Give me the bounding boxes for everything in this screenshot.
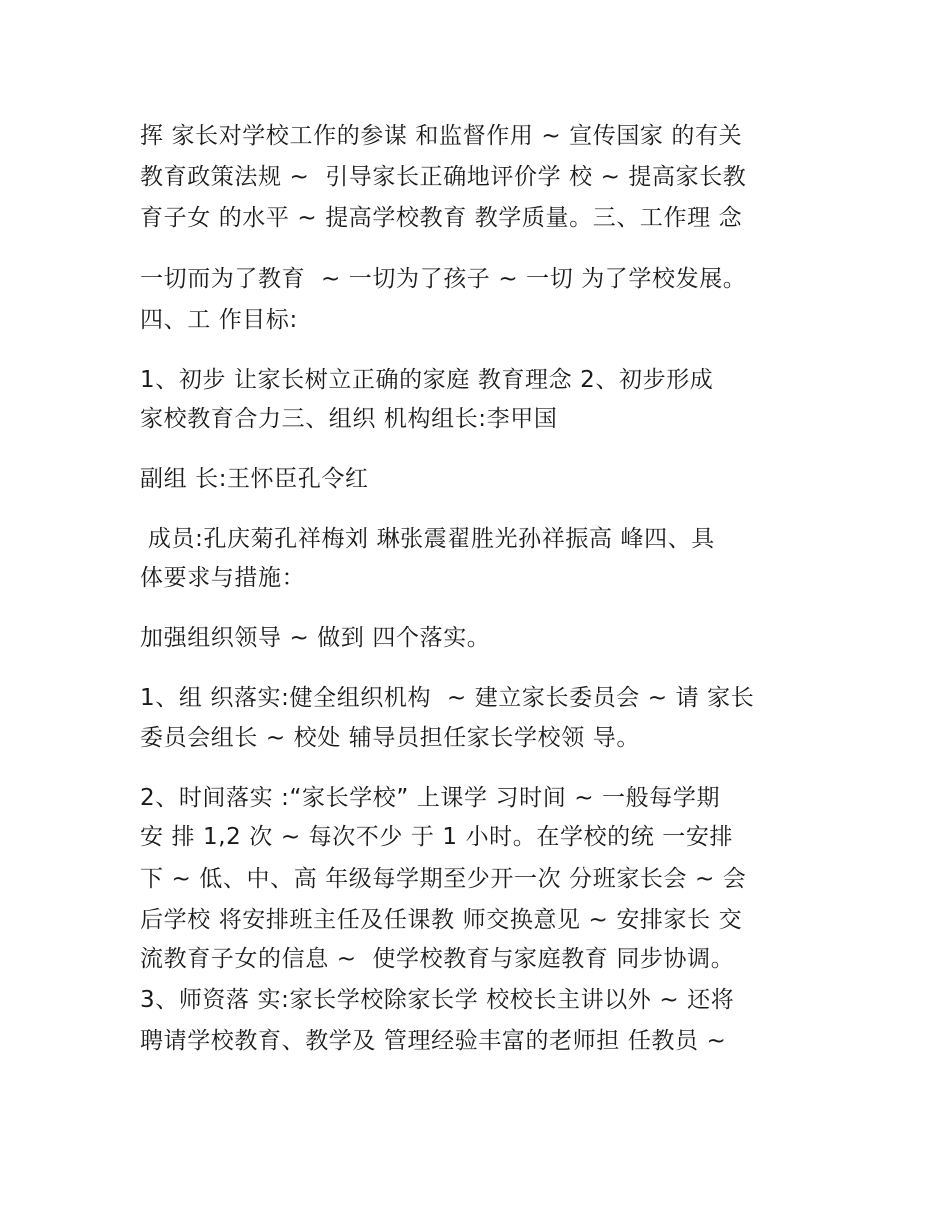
text-line: 成员:孔庆菊孔祥梅刘 琳张震翟胜光孙祥振高 峰四、具	[140, 526, 715, 552]
text-line: 教育政策法规 ~ 引导家长正确地评价学 校 ~ 提高家长教	[140, 164, 747, 190]
text-line: 3、师资落 实:家长学校除家长学 校校长主讲以外 ~ 还将	[140, 987, 735, 1013]
text-line: 体要求与措施：	[140, 565, 306, 591]
text-line: 委员会组长 ~ 校处 辅导员担任家长学校领 导。	[140, 725, 640, 751]
text-line: 流教育子女的信息 ~ 使学校教育与家庭教育 同步协调。	[140, 946, 735, 972]
text-line: 育子女 的水平 ~ 提高学校教育 教学质量。三、工作理 念	[140, 205, 743, 231]
text-line: 后学校 将安排班主任及任课教 师交换意见 ~ 安排家长 交	[140, 907, 743, 933]
text-line: 1、初步 让家长树立正确的家庭 教育理念 2、初步形成	[140, 367, 714, 393]
text-line: 聘请学校教育、教学及 管理经验丰富的老师担 任教员 ~	[140, 1028, 727, 1054]
text-line: 一切而为了教育 ~ 一切为了孩子 ~ 一切 为了学校发展。	[140, 266, 747, 292]
text-line: 副组 长:王怀臣孔令红	[140, 466, 369, 492]
text-line: 2、时间落实 :“家长学校” 上课学 习时间 ~ 一般每学期	[140, 785, 721, 811]
text-line: 下 ~ 低、中、高 年级每学期至少开一次 分班家长会 ~ 会	[140, 866, 747, 892]
text-line: 安 排 1,2 次 ~ 每次不少 于 1 小时。在学校的统 一安排	[140, 824, 734, 850]
text-line: 加强组织领导 ~ 做到 四个落实。	[140, 625, 491, 651]
text-line: 四、工 作目标:	[140, 307, 298, 333]
text-line: 1、组 织落实:健全组织机构 ~ 建立家长委员会 ~ 请 家长	[140, 685, 755, 711]
text-line: 挥 家长对学校工作的参谋 和监督作用 ~ 宣传国家 的有关	[140, 123, 743, 149]
text-line: 家校教育合力三、组织 机构组长:李甲国	[140, 406, 558, 432]
